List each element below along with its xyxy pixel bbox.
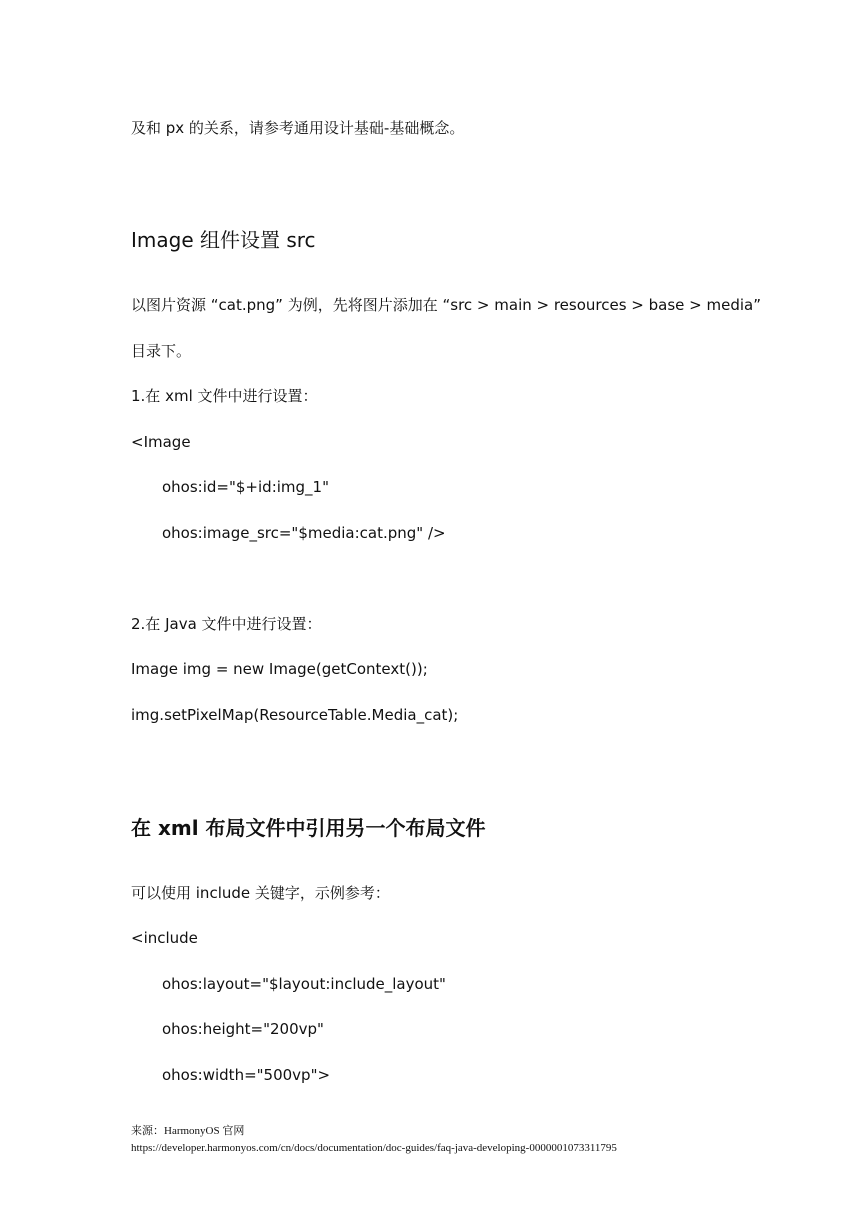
include-code-line-4: ohos:width="500vp">: [162, 1066, 331, 1084]
footer-source-label: 来源：HarmonyOS 官网: [131, 1125, 245, 1137]
include-code-line-2: ohos:layout="$layout:include_layout": [162, 975, 446, 993]
xml-code-line-3: ohos:image_src="$media:cat.png" />: [162, 524, 446, 542]
java-code-line-1: Image img = new Image(getContext());: [131, 660, 428, 678]
section1-description-line1: 以图片资源 “cat.png” 为例，先将图片添加在 “src > main > resources > base > media”: [131, 296, 761, 314]
section-heading-include-layout: 在 xml 布局文件中引用另一个布局文件: [131, 816, 486, 840]
step1-label: 1.在 xml 文件中进行设置：: [131, 387, 318, 405]
step2-label: 2.在 Java 文件中进行设置：: [131, 615, 322, 633]
footer-source-url: https://developer.harmonyos.com/cn/docs/documentation/doc-guides/faq-java-developing-0000001073311795: [131, 1142, 617, 1154]
include-code-line-1: <include: [131, 929, 198, 947]
section-heading-image-src: Image 组件设置 src: [131, 228, 316, 252]
include-code-line-3: ohos:height="200vp": [162, 1020, 324, 1038]
intro-text: 及和 px 的关系，请参考通用设计基础-基础概念。: [131, 119, 465, 137]
xml-code-line-1: <Image: [131, 433, 191, 451]
section2-description: 可以使用 include 关键字，示例参考：: [131, 884, 390, 902]
section1-description-line2: 目录下。: [131, 342, 192, 360]
java-code-line-2: img.setPixelMap(ResourceTable.Media_cat);: [131, 706, 459, 724]
xml-code-line-2: ohos:id="$+id:img_1": [162, 478, 329, 496]
